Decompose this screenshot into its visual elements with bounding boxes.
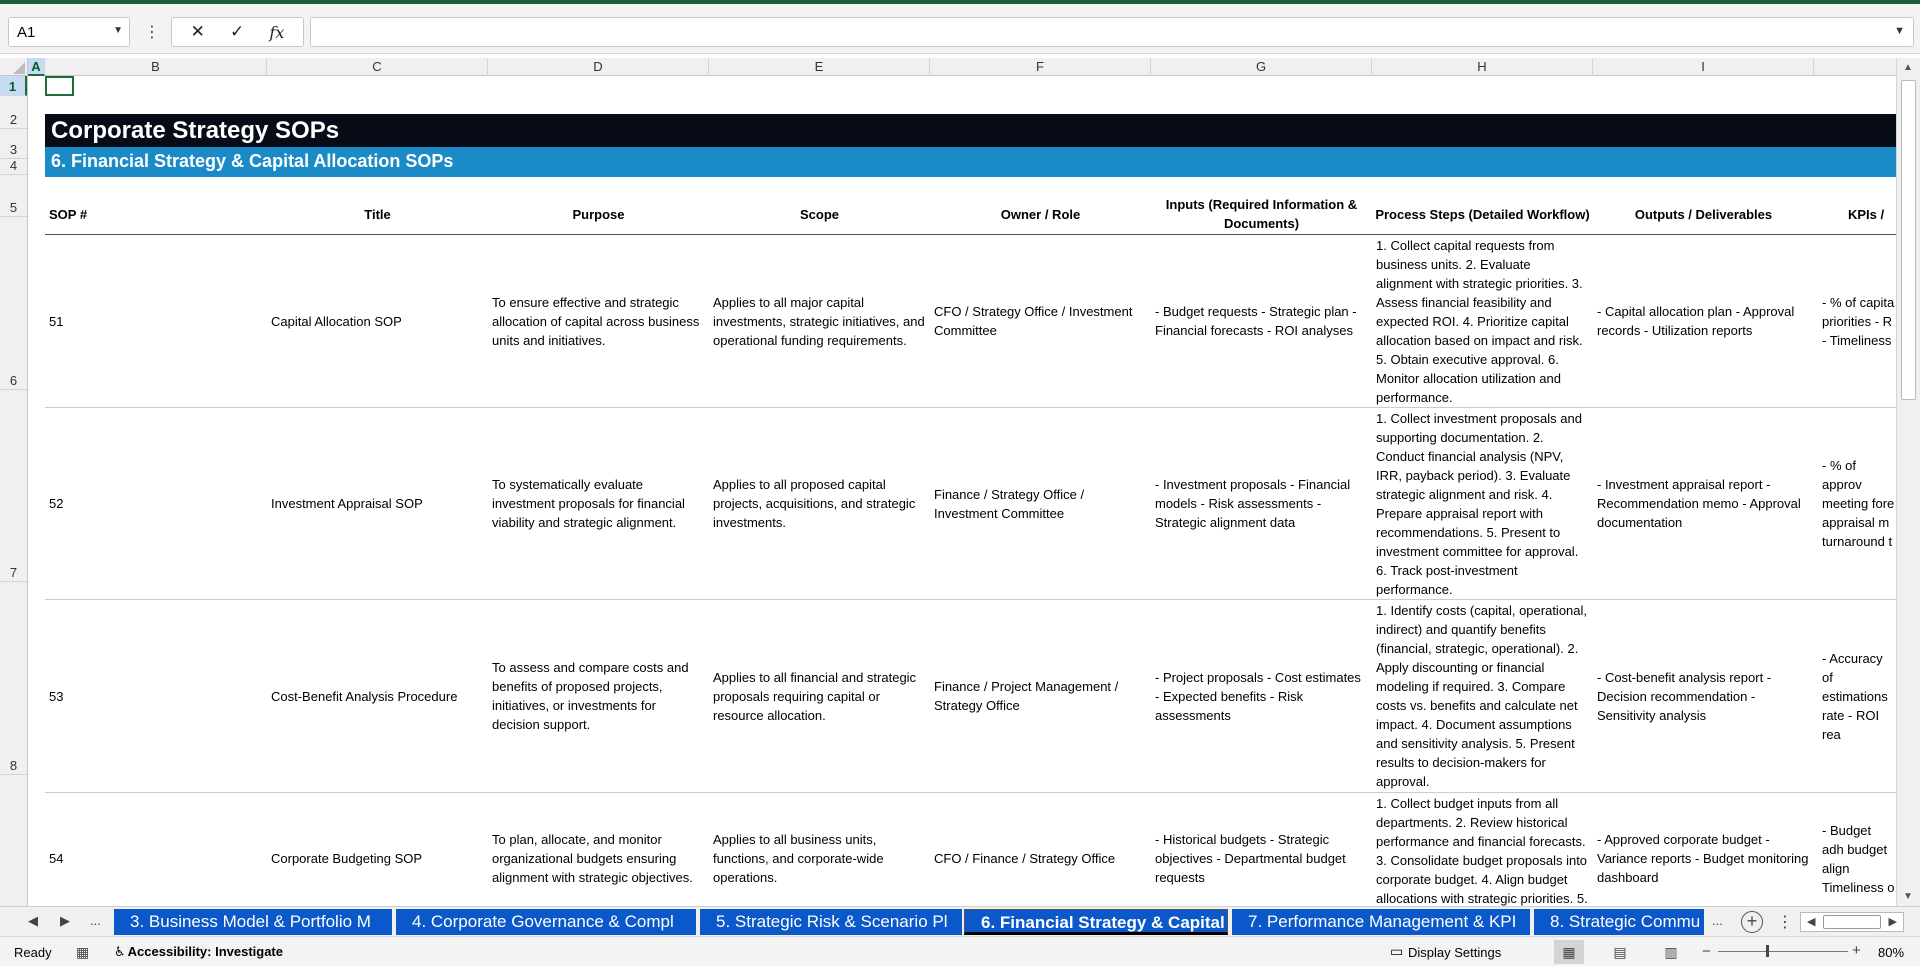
tab-business-model[interactable]: 3. Business Model & Portfolio M: [114, 909, 392, 935]
cell-owner[interactable]: Finance / Strategy Office / Investment Committee: [934, 486, 1085, 521]
cell-purpose[interactable]: To assess and compare costs and benefits of proposed projects, initiatives, or investments for decision support.: [492, 660, 689, 732]
cell-scope[interactable]: Applies to all business units, functions, and corporate-wide operations.: [713, 832, 884, 885]
row-header-7[interactable]: 7: [0, 390, 27, 582]
name-box[interactable]: [8, 17, 130, 47]
section-title[interactable]: 6. Financial Strategy & Capital Allocation SOPs: [45, 147, 1896, 177]
row-header-1[interactable]: 1: [0, 76, 27, 96]
table-header-row: [45, 193, 1896, 235]
more-vertical-icon[interactable]: ⋮: [1777, 914, 1793, 931]
cell-process-steps[interactable]: 1. Collect investment proposals and supporting documentation. 2. Conduct financial analysis (NPV, IRR, payback period). 3. Evaluate strategic alignment and risk. 4. Prepare appraisal report with recommendations. 5. Present to investment committee for approval. 6. Track post-investment performance.: [1376, 411, 1582, 597]
cell-title[interactable]: Corporate Budgeting SOP: [271, 851, 423, 866]
cell-purpose[interactable]: To systematically evaluate investment proposals for financial viability and strategic alignment.: [492, 477, 685, 530]
row-header-9[interactable]: [0, 775, 27, 906]
header-process-steps[interactable]: Process Steps (Detailed Workflow): [1375, 206, 1590, 222]
cell-outputs[interactable]: - Capital allocation plan - Approval records - Utilization reports: [1597, 304, 1795, 338]
horizontal-scroll-thumb[interactable]: [1823, 915, 1881, 929]
tab-next-icon[interactable]: ▶: [60, 913, 70, 928]
page-break-icon[interactable]: ▥: [1664, 944, 1678, 960]
header-outputs[interactable]: Outputs / Deliverables: [1634, 206, 1773, 222]
tab-prev-icon[interactable]: ◀: [28, 913, 38, 928]
header-title[interactable]: Title: [364, 206, 391, 222]
more-vertical-icon[interactable]: ⋮: [144, 24, 160, 41]
table-row: [45, 235, 1896, 408]
active-cell-a1[interactable]: [45, 76, 74, 96]
column-header-a[interactable]: A: [28, 58, 45, 76]
cell-owner[interactable]: Finance / Project Management / Strategy Office: [934, 679, 1119, 713]
row-header-8[interactable]: 8: [0, 582, 27, 775]
cell-sop-num[interactable]: 54: [49, 851, 64, 866]
worksheet-grid[interactable]: [0, 58, 1896, 906]
cell-owner[interactable]: CFO / Finance / Strategy Office: [934, 851, 1116, 866]
scroll-left-icon[interactable]: ◀: [1807, 916, 1816, 928]
header-kpis[interactable]: KPIs /: [1848, 206, 1885, 222]
status-ready: Ready: [14, 945, 52, 960]
zoom-in-button[interactable]: +: [1852, 942, 1861, 959]
column-header-f[interactable]: F: [930, 58, 1151, 76]
cancel-icon[interactable]: ✕: [190, 22, 205, 41]
cell-process-steps[interactable]: 1. Collect capital requests from business units. 2. Evaluate alignment with strategic priorities. 3. Assess financial feasibility and expected ROI. 4. Prioritize capital allocation based on impact and risk. 5. Obtain executive approval. 6. Monitor allocation utilization and performance.: [1376, 238, 1583, 405]
header-sop-num[interactable]: SOP #: [49, 206, 88, 222]
tab-performance-management[interactable]: 7. Performance Management & KPI: [1232, 909, 1530, 935]
cell-sop-num[interactable]: 51: [49, 313, 64, 329]
status-bar: [0, 936, 1920, 966]
row-header-6[interactable]: 6: [0, 217, 27, 390]
row-header-2[interactable]: 2: [0, 96, 27, 129]
cell-area[interactable]: [28, 76, 1896, 906]
scroll-down-icon[interactable]: ▼: [1903, 891, 1913, 902]
sheet-tab-bar: [0, 906, 1920, 936]
tab-overflow[interactable]: ...: [1712, 913, 1723, 928]
cell-kpis[interactable]: - Accuracy of estimations rate - ROI rea: [1822, 650, 1888, 742]
chevron-down-icon[interactable]: ▼: [113, 25, 123, 36]
cell-purpose[interactable]: To plan, allocate, and monitor organizational budgets ensuring alignment with strategic objectives.: [492, 832, 693, 885]
cell-scope[interactable]: Applies to all major capital investments, strategic initiatives, and operational funding requirements.: [713, 294, 925, 348]
zoom-slider-thumb[interactable]: [1766, 945, 1769, 957]
cell-sop-num[interactable]: 53: [49, 688, 64, 704]
table-row: [45, 793, 1896, 906]
column-header-c[interactable]: C: [267, 58, 488, 76]
select-all-corner[interactable]: [0, 58, 28, 76]
vertical-scroll-thumb[interactable]: [1901, 80, 1916, 400]
tab-ellipsis[interactable]: ...: [90, 913, 101, 928]
tab-financial-strategy[interactable]: 6. Financial Strategy & Capital: [964, 909, 1228, 935]
header-inputs[interactable]: Inputs (Required Information & Documents): [1165, 197, 1358, 231]
row-header-4[interactable]: 4: [0, 159, 27, 175]
cell-title[interactable]: Capital Allocation SOP: [271, 313, 402, 329]
display-settings-icon[interactable]: ▭: [1390, 943, 1404, 959]
formula-input[interactable]: [310, 17, 1914, 47]
cell-inputs[interactable]: - Investment proposals - Financial models - Risk assessments - Strategic alignment data: [1155, 477, 1351, 530]
cell-process-steps[interactable]: 1. Identify costs (capital, operational, indirect) and quantify benefits (financial, strategic, operational). 2. Apply discounting or financial modeling if required. 3. Compare costs vs. benefits and calculate net impact. 4. Document assumptions and sensitivity analysis. 5. Present results to decision-makers for approval.: [1376, 603, 1588, 789]
chevron-down-icon[interactable]: ▼: [1894, 25, 1905, 37]
tab-strategic-risk[interactable]: 5. Strategic Risk & Scenario Pl: [700, 909, 962, 935]
enter-icon[interactable]: ✓: [230, 22, 245, 41]
sheet-title[interactable]: Corporate Strategy SOPs: [45, 114, 1896, 147]
header-scope[interactable]: Scope: [799, 206, 839, 222]
column-header-i[interactable]: I: [1593, 58, 1814, 76]
accessibility-icon: ♿: [114, 944, 126, 959]
tab-corporate-governance[interactable]: 4. Corporate Governance & Compl: [396, 909, 696, 935]
scroll-right-icon[interactable]: ▶: [1888, 916, 1897, 928]
header-purpose[interactable]: Purpose: [572, 206, 625, 222]
accessibility-label: Accessibility: Investigate: [127, 944, 283, 959]
cell-owner[interactable]: CFO / Strategy Office / Investment Committee: [934, 304, 1133, 338]
column-header-g[interactable]: G: [1151, 58, 1372, 76]
zoom-slider[interactable]: [1718, 951, 1848, 952]
display-settings-button[interactable]: Display Settings: [1408, 945, 1502, 960]
cell-scope[interactable]: Applies to all proposed capital projects, acquisitions, and strategic investments.: [713, 477, 916, 530]
column-header-bar: [0, 58, 1896, 76]
cell-process-steps[interactable]: 1. Collect budget inputs from all departments. 2. Review historical performance and financial forecasts. 3. Consolidate budget proposals into corporate budget. 4. Align budget allocations with strategic priorities. 5.: [1376, 796, 1588, 906]
cell-purpose[interactable]: To ensure effective and strategic allocation of capital across business units and initiatives.: [492, 294, 700, 348]
cell-kpis[interactable]: - Budget adh budget align Timeliness o: [1822, 822, 1895, 895]
zoom-out-button[interactable]: −: [1702, 943, 1711, 960]
table-row: [45, 600, 1896, 793]
cell-sop-num[interactable]: 52: [49, 496, 64, 511]
horizontal-scrollbar[interactable]: [1800, 912, 1904, 932]
page-layout-icon[interactable]: ▤: [1613, 944, 1627, 960]
column-header-h[interactable]: H: [1372, 58, 1593, 76]
cell-outputs[interactable]: - Investment appraisal report - Recommendation memo - Approval documentation: [1597, 477, 1801, 530]
add-sheet-icon[interactable]: +: [1741, 911, 1763, 933]
column-header-j[interactable]: [1814, 58, 1896, 76]
tab-strategic-comms[interactable]: 8. Strategic Commu: [1534, 909, 1704, 935]
table-row: [45, 408, 1896, 600]
row-header-bar: [0, 76, 28, 906]
cell-title[interactable]: Investment Appraisal SOP: [271, 496, 423, 511]
cell-inputs[interactable]: - Project proposals - Cost estimates - Expected benefits - Risk assessments: [1155, 669, 1361, 723]
column-header-b[interactable]: B: [45, 58, 267, 76]
zoom-level[interactable]: 80%: [1878, 945, 1905, 960]
column-header-e[interactable]: E: [709, 58, 930, 76]
cell-kpis[interactable]: - % of capita priorities - R - Timeliness: [1822, 294, 1895, 348]
normal-view-icon[interactable]: ▦: [1554, 940, 1584, 964]
vertical-scrollbar[interactable]: [1896, 58, 1920, 906]
header-owner[interactable]: Owner / Role: [1000, 206, 1081, 222]
row-header-3[interactable]: 3: [0, 129, 27, 159]
row-header-5[interactable]: 5: [0, 175, 27, 217]
formula-buttons: [171, 17, 304, 47]
cell-inputs[interactable]: - Historical budgets - Strategic objectives - Departmental budget requests: [1155, 832, 1346, 885]
scroll-up-icon[interactable]: ▲: [1903, 62, 1913, 73]
cell-title[interactable]: Cost-Benefit Analysis Procedure: [271, 688, 458, 704]
cell-outputs[interactable]: - Cost-benefit analysis report - Decision recommendation - Sensitivity analysis: [1597, 669, 1772, 723]
name-box-value: A1: [17, 24, 36, 41]
macro-record-icon[interactable]: ▦: [76, 944, 90, 960]
function-icon[interactable]: fx: [269, 22, 285, 42]
accessibility-status[interactable]: [114, 944, 283, 960]
cell-inputs[interactable]: - Budget requests - Strategic plan - Financial forecasts - ROI analyses: [1155, 304, 1357, 338]
cell-kpis[interactable]: - % of approv meeting fore appraisal m turnaround t: [1822, 458, 1895, 549]
cell-outputs[interactable]: - Approved corporate budget - Variance reports - Budget monitoring dashboard: [1597, 832, 1809, 885]
column-header-d[interactable]: D: [488, 58, 709, 76]
formula-area: [0, 4, 1920, 54]
cell-scope[interactable]: Applies to all financial and strategic proposals requiring capital or resource allocation.: [713, 669, 917, 723]
